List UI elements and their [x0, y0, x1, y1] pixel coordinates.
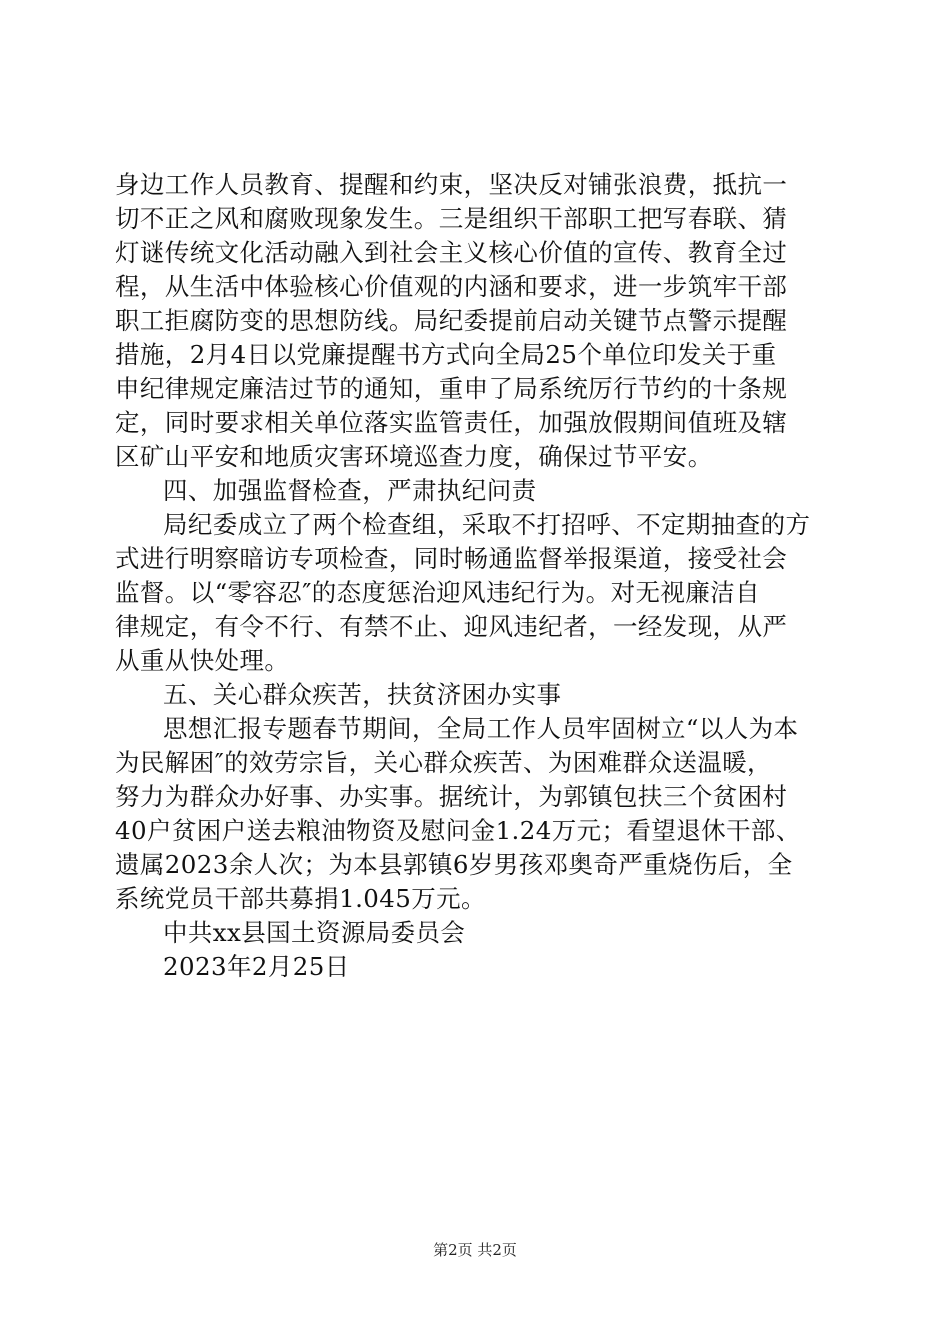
text-line: 式进行明察暗访专项检查，同时畅通监督举报渠道，接受社会: [115, 544, 788, 573]
text-line: 为民解困″的效劳宗旨，关心群众疾苦、为困难群众送温暖，: [115, 748, 772, 777]
text-line: 五、关心群众疾苦，扶贫济困办实事: [163, 680, 562, 709]
text-line: 措施，2月4日以党廉提醒书方式向全局25个单位印发关于重: [115, 340, 777, 369]
text-line: 区矿山平安和地质灾害环境巡查力度，确保过节平安。: [115, 442, 713, 471]
text-line: 律规定，有令不行、有禁不止、迎风违纪者，一经发现，从严: [115, 612, 788, 641]
text-line: 定，同时要求相关单位落实监管责任，加强放假期间值班及辖: [115, 408, 788, 437]
text-line: 思想汇报专题春节期间，全局工作人员牢固树立“以人为本: [163, 714, 799, 743]
text-line: 中共xx县国土资源局委员会: [163, 918, 466, 947]
text-line: 灯谜传统文化活动融入到社会主义核心价值的宣传、教育全过: [115, 238, 788, 267]
text-line: 监督。以“零容忍″的态度惩治迎风违纪行为。对无视廉洁自: [115, 578, 760, 607]
text-line: 40户贫困户送去粮油物资及慰问金1.24万元；看望退休干部、: [115, 816, 801, 845]
text-line: 切不正之风和腐败现象发生。三是组织干部职工把写春联、猜: [115, 204, 788, 233]
text-line: 申纪律规定廉洁过节的通知，重申了局系统厉行节约的十条规: [115, 374, 788, 403]
text-line: 从重从快处理。: [115, 646, 290, 675]
text-line: 程，从生活中体验核心价值观的内涵和要求，进一步筑牢干部: [115, 272, 788, 301]
text-line: 系统党员干部共募捐1.045万元。: [115, 884, 486, 913]
page-footer: 第2页 共2页: [433, 1241, 517, 1259]
text-line: 遗属2023余人次；为本县郭镇6岁男孩邓奥奇严重烧伤后，全: [115, 850, 793, 879]
text-line: 四、加强监督检查，严肃执纪问责: [163, 476, 537, 505]
document-body: [115, 168, 839, 984]
text-line: 局纪委成立了两个检查组，采取不打招呼、不定期抽查的方: [163, 510, 811, 539]
text-line: 身边工作人员教育、提醒和约束，坚决反对铺张浪费，抵抗一: [115, 170, 788, 199]
text-line: 努力为群众办好事、办实事。据统计，为郭镇包扶三个贫困村: [115, 782, 788, 811]
text-line: 职工拒腐防变的思想防线。局纪委提前启动关键节点警示提醒: [115, 306, 788, 335]
text-line: 2023年2月25日: [163, 952, 350, 981]
